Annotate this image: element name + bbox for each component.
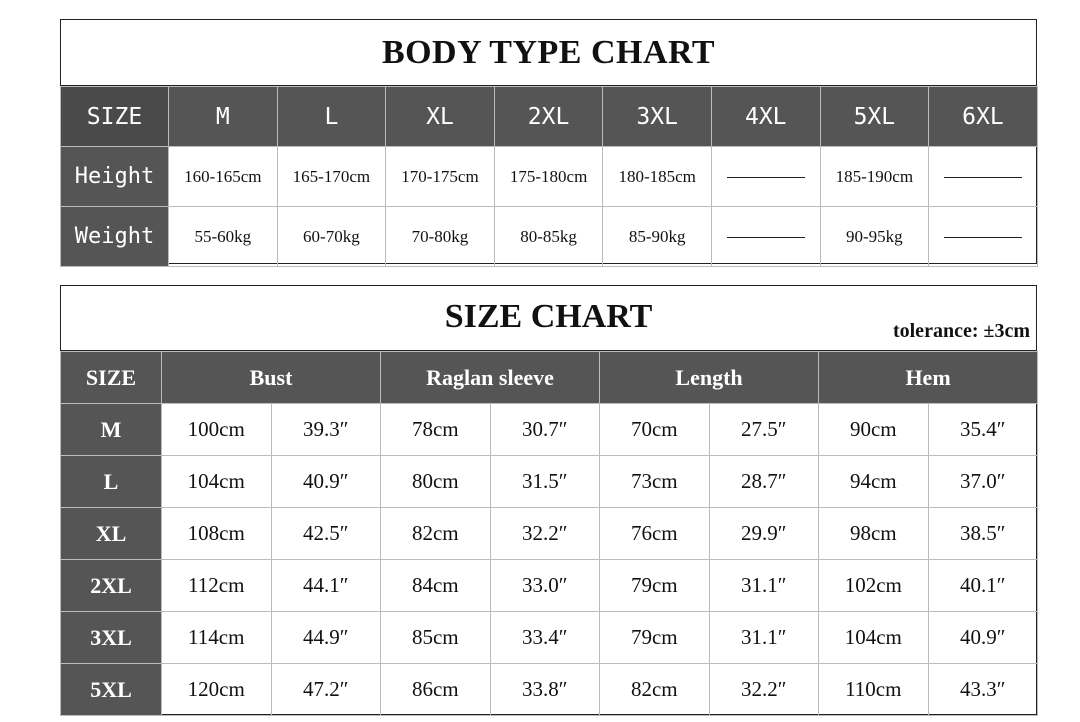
table-row [61,560,1038,612]
measurement-cell: 42.5″ [271,508,381,560]
height-cell: 185-190cm [820,147,929,207]
measurement-cell: 44.1″ [271,560,381,612]
height-cell-empty [929,147,1038,207]
measurement-cell: 120cm [162,664,272,716]
height-cell: 165-170cm [277,147,386,207]
measurement-cell: 35.4″ [928,404,1038,456]
measurement-cell: 31.5″ [490,456,600,508]
height-cell-empty [711,147,820,207]
measurement-cell: 28.7″ [709,456,819,508]
size-header-cell: SIZE [61,352,162,404]
measurement-cell: 85cm [381,612,491,664]
height-cell: 160-165cm [169,147,278,207]
measurement-cell: 86cm [381,664,491,716]
height-cell: 170-175cm [386,147,495,207]
measurement-cell: 40.9″ [928,612,1038,664]
measurement-cell: 76cm [600,508,710,560]
weight-cell: 85-90kg [603,207,712,267]
height-row [61,147,1038,207]
measurement-cell: 73cm [600,456,710,508]
weight-row-label: Weight [61,207,169,267]
table-row [61,508,1038,560]
measurement-cell: 40.9″ [271,456,381,508]
weight-cell: 60-70kg [277,207,386,267]
size-table [60,351,1038,716]
measurement-cell: 44.9″ [271,612,381,664]
size-column-header: 3XL [603,87,712,147]
body-type-chart [60,19,1037,264]
size-column-header: XL [386,87,495,147]
length-column-header: Length [600,352,819,404]
measurement-cell: 90cm [819,404,929,456]
table-row [61,456,1038,508]
size-chart-title-row [61,286,1036,351]
bust-column-header: Bust [162,352,381,404]
measurement-cell: 43.3″ [928,664,1038,716]
body-type-table [60,86,1038,267]
size-chart-header-row [61,352,1038,404]
measurement-cell: 37.0″ [928,456,1038,508]
table-row [61,404,1038,456]
measurement-cell: 33.0″ [490,560,600,612]
size-row-label: M [61,404,162,456]
measurement-cell: 104cm [819,612,929,664]
size-header-cell: SIZE [61,87,169,147]
measurement-cell: 82cm [600,664,710,716]
measurement-cell: 94cm [819,456,929,508]
dash-divider [944,177,1022,178]
measurement-cell: 79cm [600,560,710,612]
measurement-cell: 33.4″ [490,612,600,664]
measurement-cell: 27.5″ [709,404,819,456]
hem-column-header: Hem [819,352,1038,404]
measurement-cell: 104cm [162,456,272,508]
measurement-cell: 70cm [600,404,710,456]
weight-cell: 55-60kg [169,207,278,267]
size-chart [60,285,1037,715]
measurement-cell: 78cm [381,404,491,456]
size-row-label: L [61,456,162,508]
measurement-cell: 108cm [162,508,272,560]
raglan-sleeve-column-header: Raglan sleeve [381,352,600,404]
weight-cell: 70-80kg [386,207,495,267]
size-row-label: 2XL [61,560,162,612]
measurement-cell: 39.3″ [271,404,381,456]
measurement-cell: 84cm [381,560,491,612]
body-type-header-row [61,87,1038,147]
size-column-header: 4XL [711,87,820,147]
table-row [61,664,1038,716]
measurement-cell: 112cm [162,560,272,612]
tolerance-note: tolerance: ±3cm [892,320,1030,342]
measurement-cell: 100cm [162,404,272,456]
size-column-header: L [277,87,386,147]
height-cell: 180-185cm [603,147,712,207]
size-row-label: 5XL [61,664,162,716]
measurement-cell: 80cm [381,456,491,508]
size-column-header: 5XL [820,87,929,147]
measurement-cell: 98cm [819,508,929,560]
height-row-label: Height [61,147,169,207]
measurement-cell: 79cm [600,612,710,664]
size-column-header: 6XL [929,87,1038,147]
size-row-label: XL [61,508,162,560]
weight-cell-empty [711,207,820,267]
measurement-cell: 31.1″ [709,560,819,612]
weight-cell: 90-95kg [820,207,929,267]
measurement-cell: 30.7″ [490,404,600,456]
table-row [61,612,1038,664]
size-chart-title: SIZE CHART [444,298,653,335]
size-rows [61,404,1038,716]
weight-row [61,207,1038,267]
body-type-chart-title: BODY TYPE CHART [381,33,716,71]
size-column-header: 2XL [494,87,603,147]
size-row-label: 3XL [61,612,162,664]
measurement-cell: 38.5″ [928,508,1038,560]
dash-divider [727,237,805,238]
body-type-title-row [61,20,1036,86]
measurement-cell: 102cm [819,560,929,612]
dash-divider [944,237,1022,238]
weight-cell: 80-85kg [494,207,603,267]
measurement-cell: 29.9″ [709,508,819,560]
measurement-cell: 31.1″ [709,612,819,664]
weight-cell-empty [929,207,1038,267]
height-cell: 175-180cm [494,147,603,207]
measurement-cell: 32.2″ [709,664,819,716]
size-column-header: M [169,87,278,147]
measurement-cell: 40.1″ [928,560,1038,612]
measurement-cell: 33.8″ [490,664,600,716]
measurement-cell: 47.2″ [271,664,381,716]
measurement-cell: 110cm [819,664,929,716]
dash-divider [727,177,805,178]
measurement-cell: 32.2″ [490,508,600,560]
measurement-cell: 82cm [381,508,491,560]
measurement-cell: 114cm [162,612,272,664]
